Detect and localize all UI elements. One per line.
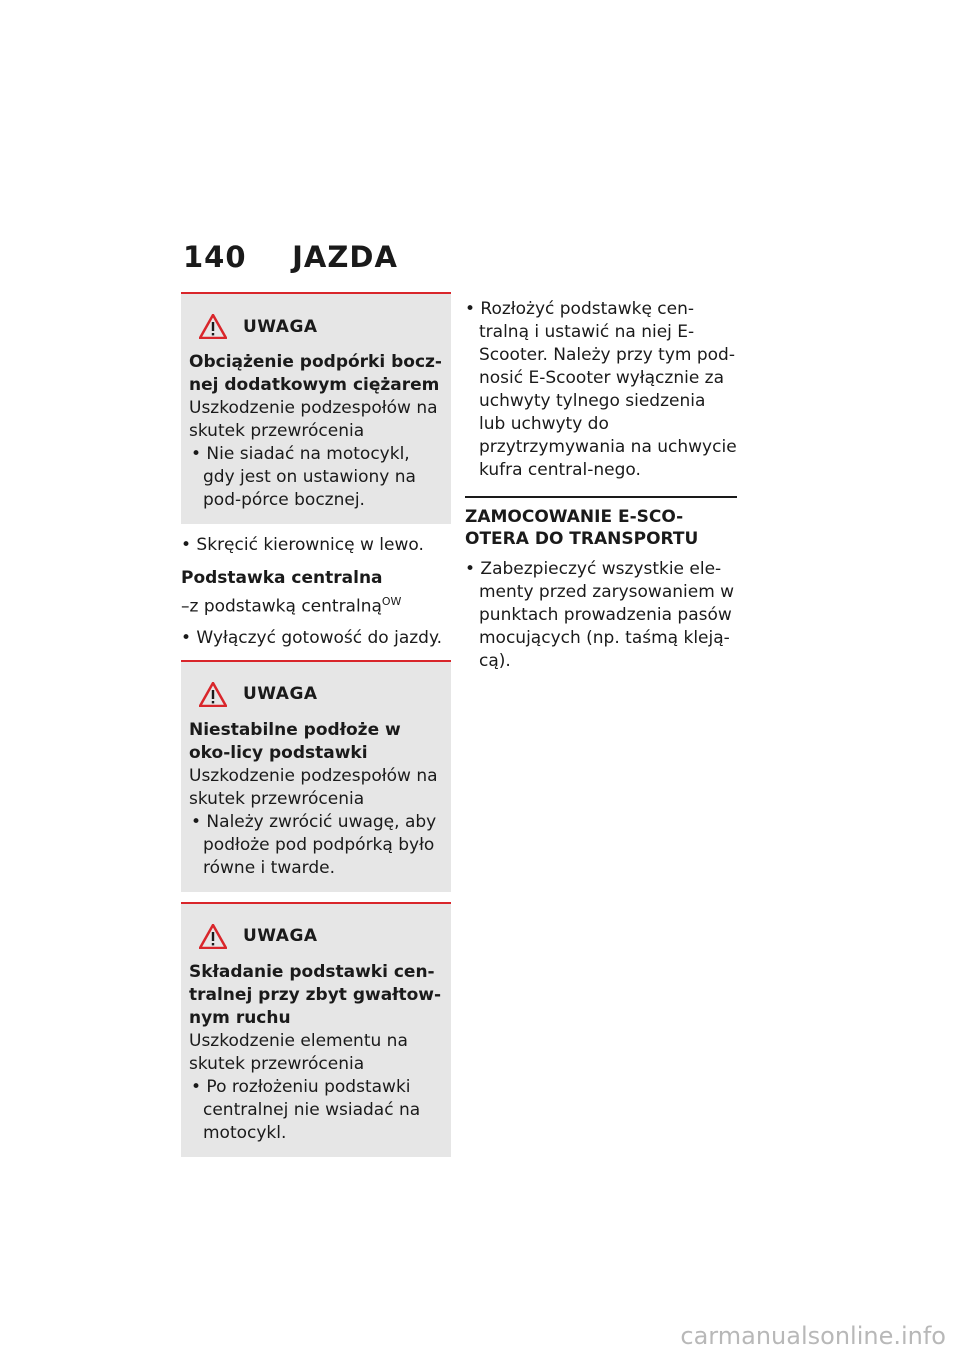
warning-label: UWAGA (243, 684, 318, 705)
warning-header (199, 314, 443, 339)
warning-triangle-icon (199, 682, 227, 707)
warning-header (199, 924, 443, 949)
section-title: JAZDA (292, 240, 398, 274)
option-code: OW (381, 595, 402, 608)
warning-bullet: • Należy zwrócić uwagę, aby podłoże pod podpórką było równe i twarde. (191, 811, 437, 878)
watermark: carmanualsonline.info (680, 1322, 946, 1350)
warning-title: Składanie podstawki cen-tralnej przy zbyt gwałtow-nym ruchu (189, 961, 442, 1028)
left-column (181, 292, 451, 1167)
instruction-bullet: • Wyłączyć gotowość do jazdy. (181, 627, 442, 648)
warning-header (199, 682, 443, 707)
instruction-bullet: • Skręcić kierownicę w lewo. (181, 535, 424, 555)
warning-box (181, 660, 451, 892)
warning-triangle-icon (199, 314, 227, 339)
condition-text (181, 590, 451, 619)
warning-text: Uszkodzenie podzespołów na skutek przewrócenia (189, 765, 438, 809)
warning-bullet: • Nie siadać na motocykl, gdy jest on ustawiony na pod-pórce bocznej. (191, 444, 416, 510)
warning-title: Obciążenie podpórki bocz-nej dodatkowym ciężarem (189, 352, 442, 395)
warning-title: Niestabilne podłoże w oko-licy podstawki (189, 719, 401, 763)
warning-box (181, 292, 451, 524)
section-heading: ZAMOCOWANIE E-SCO-OTERA DO TRANSPORTU (465, 496, 737, 550)
warning-triangle-icon (199, 924, 227, 949)
subheading: Podstawka centralna (181, 568, 383, 588)
warning-label: UWAGA (243, 316, 318, 337)
warning-text: Uszkodzenie podzespołów na skutek przewrócenia (189, 398, 438, 441)
warning-text: Uszkodzenie elementu na skutek przewrócenia (189, 1030, 408, 1074)
instruction-bullet: • Zabezpieczyć wszystkie ele-menty przed zarysowaniem w punktach prowadzenia pasów mocujących (np. taśmą kleją-cą). (465, 559, 735, 671)
warning-label: UWAGA (243, 926, 318, 947)
warning-box (181, 902, 451, 1157)
warning-bullet: • Po rozłożeniu podstawki centralnej nie wsiadać na motocykl. (191, 1076, 421, 1143)
page-number: 140 (183, 240, 247, 274)
condition-label: –z podstawką centralną (181, 596, 382, 617)
right-column (465, 292, 737, 683)
page-header (183, 240, 398, 274)
instruction-bullet: • Rozłożyć podstawkę cen-tralną i ustawić na niej E-Scooter. Należy przy tym pod-nosić E-Scooter wyłącznie za uchwyty tylnego siedzenia lub uchwyty do przytrzymywania na uchwycie kufra central-nego. (465, 299, 737, 480)
